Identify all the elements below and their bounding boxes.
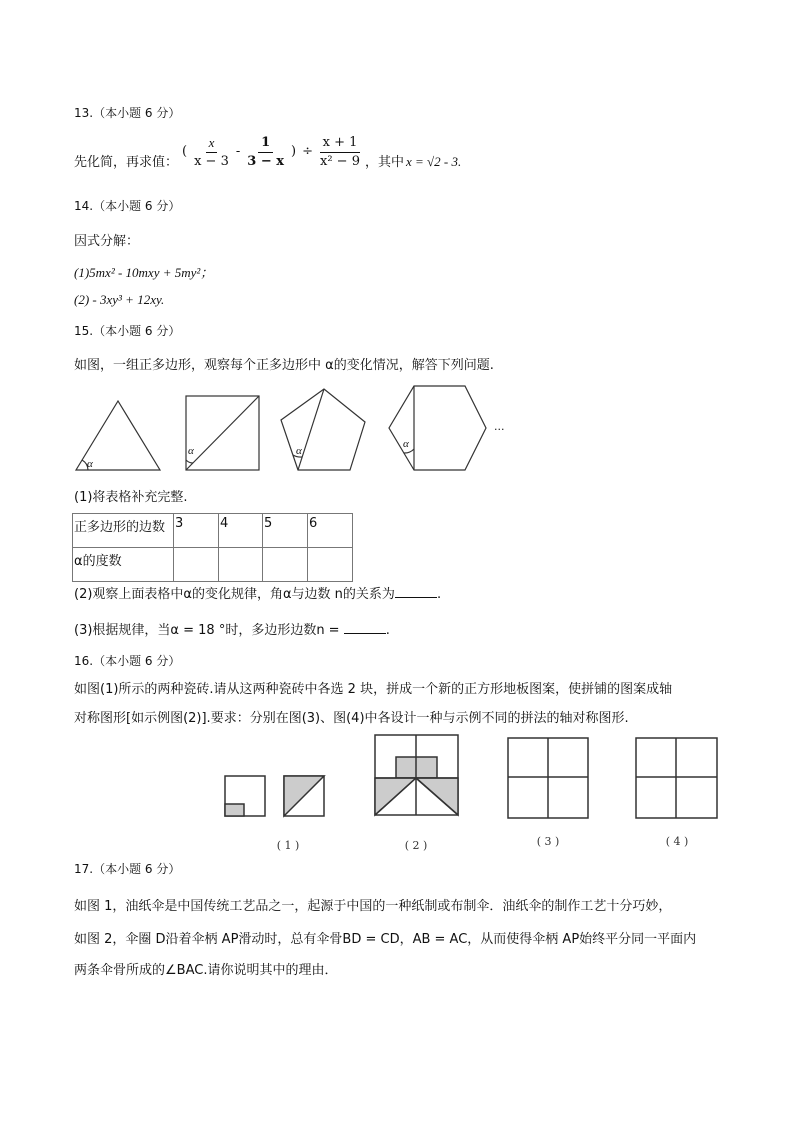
fraction-3: $\frac{x + 1}{\text{x² − 9}}$ bbox=[320, 135, 360, 169]
figure-label: ( 2 ) bbox=[404, 839, 428, 852]
angle-label: α bbox=[403, 438, 409, 450]
minus-sign: - bbox=[235, 144, 241, 159]
hexagon-figure bbox=[389, 386, 486, 470]
q14-header: 14.（本小题 6 分） bbox=[74, 199, 181, 213]
q15-part2: (2)观察上面表格中α的变化规律，角α与边数 n的关系为 . bbox=[74, 587, 442, 602]
figure-label: ( 1 ) bbox=[276, 839, 300, 852]
square-figure bbox=[186, 396, 259, 470]
close-paren: ) bbox=[291, 144, 297, 159]
figure-label: ( 3 ) bbox=[536, 835, 560, 848]
table-row bbox=[73, 548, 353, 582]
angle-label: α bbox=[188, 445, 194, 457]
q14-part2: (2) - 3xy³ + 12xy. bbox=[74, 292, 165, 307]
q13-header: 13.（本小题 6 分） bbox=[74, 106, 181, 120]
q17-line1: 如图 1，油纸伞是中国传统工艺品之一，起源于中国的一种纸制或布制伞．油纸伞的制作工艺十分巧妙， bbox=[74, 899, 672, 914]
q13-prompt: 先化简，再求值： bbox=[74, 155, 179, 170]
polygon-figures bbox=[0, 375, 505, 475]
q15-part3: (3)根据规律，当α = 18 °时，多边形边数n = . bbox=[74, 623, 390, 638]
open-paren: ( bbox=[182, 144, 188, 159]
tile-figure-4[interactable] bbox=[636, 738, 717, 818]
answer-cell[interactable] bbox=[263, 548, 308, 582]
q13-condition: x = √2 - 3. bbox=[406, 154, 462, 169]
table-cell: 5 bbox=[263, 514, 308, 548]
ellipsis: ··· bbox=[494, 423, 505, 436]
answer-blank[interactable] bbox=[344, 621, 386, 634]
tile-figure-3[interactable] bbox=[508, 738, 588, 818]
tile-figure-1 bbox=[225, 776, 324, 816]
pentagon-figure bbox=[281, 389, 365, 470]
q16-header: 16.（本小题 6 分） bbox=[74, 654, 181, 668]
angle-label: α bbox=[87, 458, 93, 470]
q17-header: 17.（本小题 6 分） bbox=[74, 862, 181, 876]
divide-sign: ÷ bbox=[302, 144, 313, 159]
angle-table bbox=[72, 513, 353, 582]
q15-header: 15.（本小题 6 分） bbox=[74, 324, 181, 338]
q15-prompt: 如图，一组正多边形，观察每个正多边形中 α的变化情况，解答下列问题. bbox=[74, 358, 494, 373]
fraction-1: $\frac{x}{x - 3}$ bbox=[194, 135, 229, 169]
answer-cell[interactable] bbox=[308, 548, 353, 582]
q14-prompt: 因式分解： bbox=[74, 234, 140, 249]
q17-line2: 如图 2，伞圈 D沿着伞柄 AP滑动时，总有伞骨BD = CD，AB = AC，从而使得伞柄 AP始终平分同一平面内 bbox=[74, 932, 697, 947]
fraction-2: $\frac{1}{3 - x}$ bbox=[247, 135, 285, 169]
answer-cell[interactable] bbox=[174, 548, 219, 582]
table-cell: 3 bbox=[174, 514, 219, 548]
q14-part1: (1)5mx² - 10mxy + 5my²； bbox=[74, 265, 214, 280]
figure-label: ( 4 ) bbox=[665, 835, 689, 848]
table-cell: 6 bbox=[308, 514, 353, 548]
tile-figure-2 bbox=[375, 735, 458, 815]
table-cell: 正多边形的边数 bbox=[73, 514, 174, 548]
table-cell: α的度数 bbox=[73, 548, 174, 582]
answer-cell[interactable] bbox=[219, 548, 263, 582]
q16-line2: 对称图形[如示例图(2)].要求：分别在图(3)、图(4)中各设计一种与示例不同的拼法的轴对称图形. bbox=[74, 711, 629, 726]
q15-part1: (1)将表格补充完整. bbox=[74, 490, 188, 505]
answer-blank[interactable] bbox=[395, 585, 437, 598]
angle-label: α bbox=[296, 445, 302, 457]
q16-line1: 如图(1)所示的两种瓷砖.请从这两种瓷砖中各选 2 块，拼成一个新的正方形地板图案，使拼铺的图案成轴 bbox=[74, 682, 673, 697]
q13-line bbox=[74, 134, 461, 171]
tile-figures bbox=[0, 730, 794, 860]
q17-line3: 两条伞骨所成的∠BAC.请你说明其中的理由． bbox=[74, 963, 338, 978]
table-row bbox=[73, 514, 353, 548]
table-cell: 4 bbox=[219, 514, 263, 548]
condition-prefix: ，其中 bbox=[364, 155, 404, 170]
